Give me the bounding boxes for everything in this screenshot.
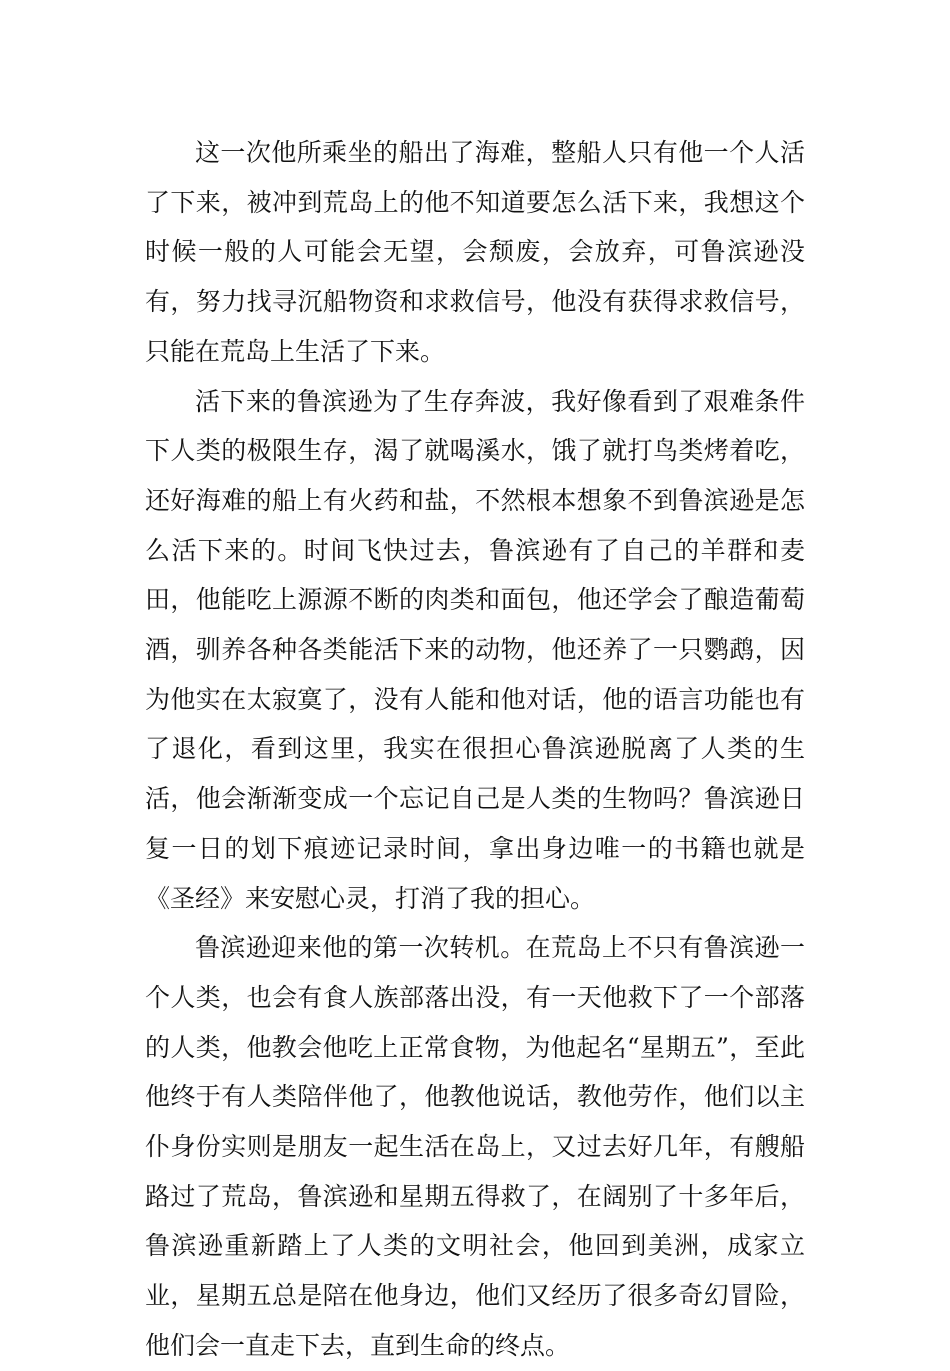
- essay-body: [145, 128, 805, 1371]
- paragraph-friday: 鲁滨逊迎来他的第一次转机。在荒岛上不只有鲁滨逊一个人类，也会有食人族部落出没，有一天他救下了一个部落的人类，他教会他吃上正常食物，为他起名“星期五”，至此他终于有人类陪伴他了，他教他说话，教他劳作，他们以主仆身份实则是朋友一起生活在岛上，又过去好几年，有艘船路过了荒岛，鲁滨逊和星期五得救了，在阔别了十多年后，鲁滨逊重新踏上了人类的文明社会，他回到美洲，成家立业，星期五总是陪在他身边，他们又经历了很多奇幻冒险，他们会一直走下去，直到生命的终点。: [145, 933, 805, 1360]
- paragraph-survival: 活下来的鲁滨逊为了生存奔波，我好像看到了艰难条件下人类的极限生存，渴了就喝溪水，饿了就打鸟类烤着吃，还好海难的船上有火药和盐，不然根本想象不到鲁滨逊是怎么活下来的。时间飞快过去，鲁滨逊有了自己的羊群和麦田，他能吃上源源不断的肉类和面包，他还学会了酿造葡萄酒，驯养各种各类能活下来的动物，他还养了一只鹦鹉，因为他实在太寂寞了，没有人能和他对话，他的语言功能也有了退化，看到这里，我实在很担心鲁滨逊脱离了人类的生活，他会渐渐变成一个忘记自己是人类的生物吗？鲁滨逊日复一日的划下痕迹记录时间，拿出身边唯一的书籍也就是《圣经》来安慰心灵，打消了我的担心。: [145, 386, 805, 913]
- paragraph-shipwreck: 这一次他所乘坐的船出了海难，整船人只有他一个人活了下来，被冲到荒岛上的他不知道要怎么活下来，我想这个时候一般的人可能会无望，会颓废，会放弃，可鲁滨逊没有，努力找寻沉船物资和求救信号，他没有获得求救信号，只能在荒岛上生活了下来。: [145, 138, 805, 366]
